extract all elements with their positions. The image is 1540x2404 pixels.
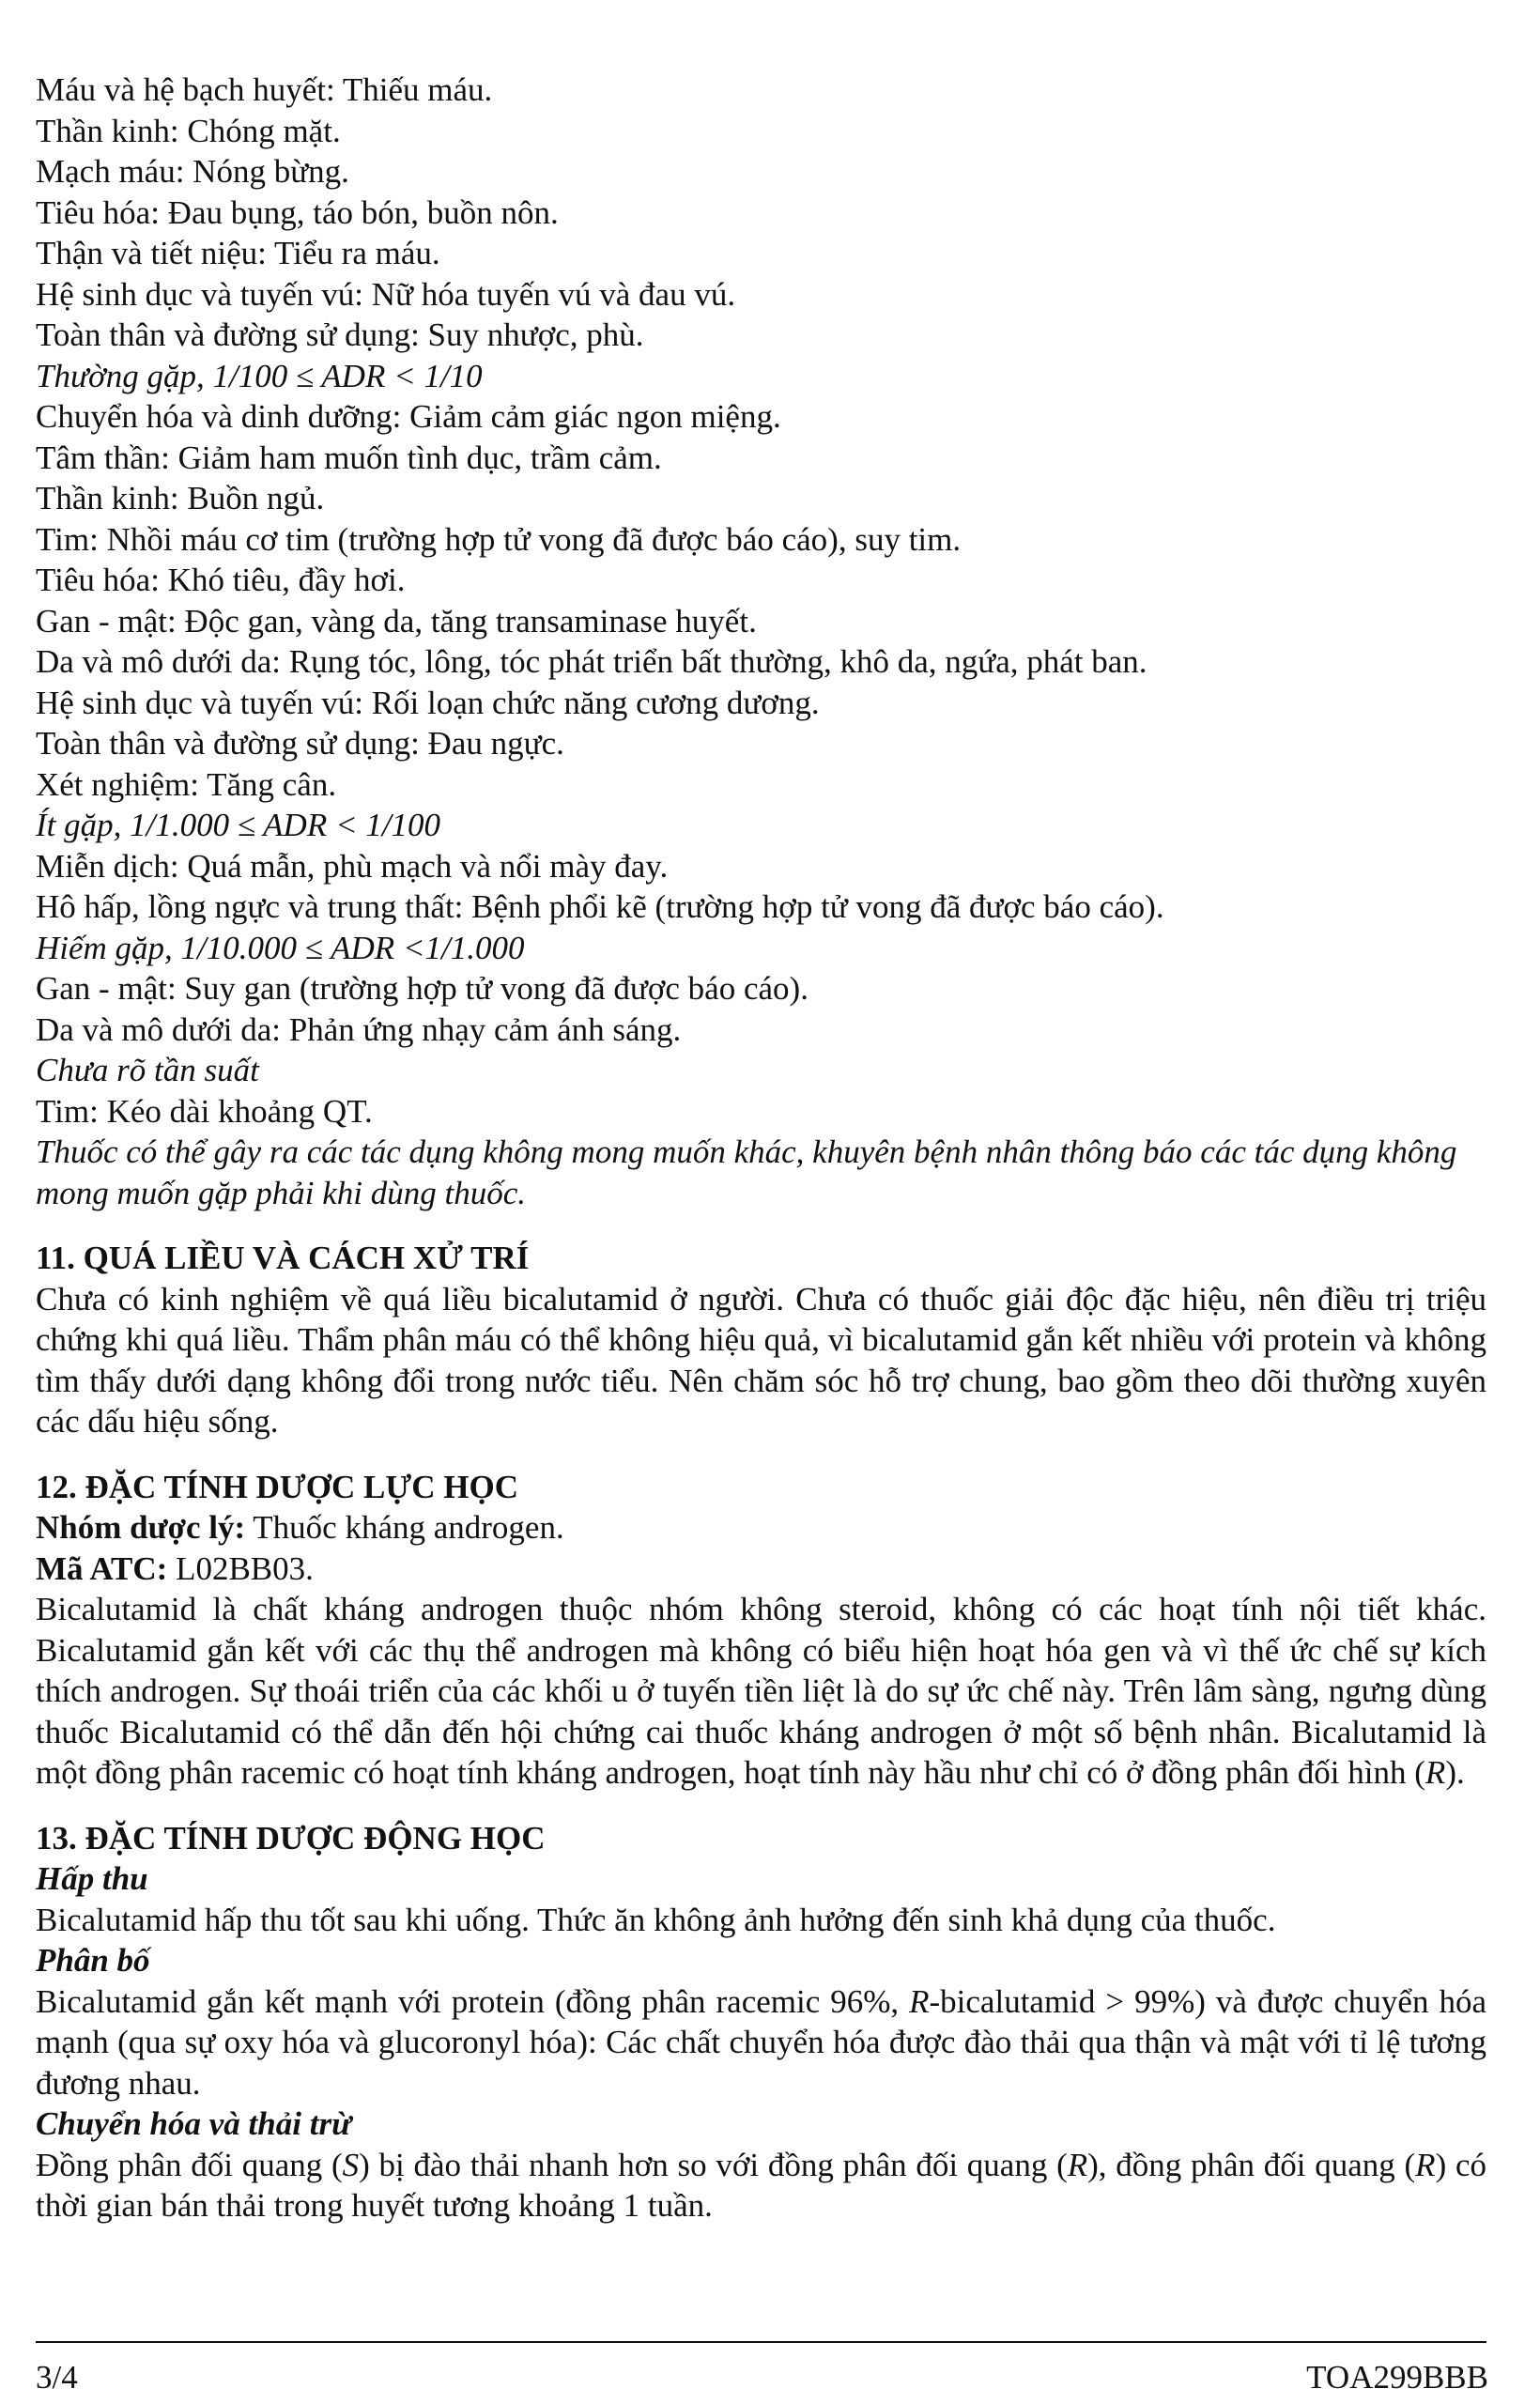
- atc-code-value: L02BB03.: [167, 1549, 314, 1587]
- adr-line: Tiêu hóa: Đau bụng, táo bón, buồn nôn.: [36, 193, 559, 231]
- adr-frequency-common: Thường gặp, 1/100 ≤ ADR < 1/10: [36, 357, 483, 394]
- adr-list: [36, 69, 1486, 1213]
- adr-line: Hệ sinh dục và tuyến vú: Nữ hóa tuyến vú và đau vú.: [36, 275, 736, 313]
- page-number: 3/4: [36, 2359, 78, 2396]
- distribution-r: R: [909, 1982, 930, 2020]
- section-11-heading: 11. QUÁ LIỀU VÀ CÁCH XỬ TRÍ: [36, 1240, 530, 1276]
- section-12-end: ).: [1445, 1754, 1465, 1791]
- metabolism-text-a: Đồng phân đối quang (: [36, 2146, 343, 2183]
- distribution-text-a: Bicalutamid gắn kết mạnh với protein (đồng phân racemic 96%,: [36, 1982, 910, 2020]
- atc-code-label: Mã ATC:: [36, 1549, 168, 1587]
- metabolism-s: S: [342, 2146, 360, 2183]
- adr-notice: Thuốc có thể gây ra các tác dụng không mong muốn khác, khuyên bệnh nhân thông báo các tác dụng không mong muốn gặp phải khi dùng thuốc.: [36, 1133, 1457, 1211]
- adr-line: Toàn thân và đường sử dụng: Suy nhược, phù.: [36, 316, 644, 353]
- adr-line: Hệ sinh dục và tuyến vú: Rối loạn chức năng cương dương.: [36, 684, 820, 721]
- adr-line: Gan - mật: Suy gan (trường hợp tử vong đã được báo cáo).: [36, 970, 808, 1007]
- metabolism-r2: R: [1415, 2146, 1436, 2183]
- pharmacological-group: [36, 1507, 1486, 1549]
- adr-line: Chuyển hóa và dinh dưỡng: Giảm cảm giác ngon miệng.: [36, 398, 781, 435]
- pharmacological-group-label: Nhóm dược lý:: [36, 1509, 246, 1546]
- pharmacological-group-value: Thuốc kháng androgen.: [245, 1509, 564, 1546]
- section-12-r: R: [1424, 1754, 1446, 1791]
- adr-frequency-rare: Hiếm gặp, 1/10.000 ≤ ADR <1/1.000: [36, 929, 525, 966]
- metabolism-r1: R: [1067, 2146, 1088, 2183]
- atc-code: [36, 1549, 1486, 1590]
- document-code: TOA299BBB: [1306, 2359, 1488, 2396]
- metabolism-text-c: ), đồng phân đối quang (: [1087, 2146, 1416, 2183]
- metabolism-text-d: ) có thời gian bán thải trong huyết tương khoảng 1 tuần.: [36, 2146, 1486, 2224]
- adr-line: Da và mô dưới da: Phản ứng nhạy cảm ánh sáng.: [36, 1010, 682, 1048]
- adr-line: Xét nghiệm: Tăng cân.: [36, 765, 337, 803]
- metabolism-text-b: ) bị đào thải nhanh hơn so với đồng phân đối quang (: [359, 2146, 1068, 2183]
- distribution-heading: Phân bố: [36, 1942, 150, 1979]
- adr-line: Tiêu hóa: Khó tiêu, đầy hơi.: [36, 562, 406, 598]
- adr-line: Máu và hệ bạch huyết: Thiếu máu.: [36, 71, 493, 108]
- adr-line: Tâm thần: Giảm ham muốn tình dục, trầm cảm.: [36, 439, 662, 476]
- document-page: [36, 69, 1486, 2227]
- section-12-body: [36, 1589, 1486, 1794]
- section-11-body: Chưa có kinh nghiệm về quá liều bicalutamid ở người. Chưa có thuốc giải độc đặc hiệu, nên điều trị triệu chứng khi quá liều. Thẩm phân máu có thể không hiệu quả, vì bicalutamid gắn kết nhiều với protein và không tìm thấy dưới dạng không đổi trong nước tiểu. Nên chăm sóc hỗ trợ chung, bao gồm theo dõi thường xuyên các dấu hiệu sống.: [36, 1280, 1486, 1440]
- adr-line: Gan - mật: Độc gan, vàng da, tăng transaminase huyết.: [36, 602, 757, 640]
- section-12-heading: 12. ĐẶC TÍNH DƯỢC LỰC HỌC: [36, 1468, 518, 1505]
- section-13-heading: 13. ĐẶC TÍNH DƯỢC ĐỘNG HỌC: [36, 1819, 546, 1857]
- adr-line: Thần kinh: Buồn ngủ.: [36, 480, 325, 516]
- adr-line: Mạch máu: Nóng bừng.: [36, 153, 349, 190]
- adr-line: Thần kinh: Chóng mặt.: [36, 112, 341, 149]
- footer-rule: [36, 2341, 1486, 2343]
- adr-line: Da và mô dưới da: Rụng tóc, lông, tóc phát triển bất thường, khô da, ngứa, phát ban.: [36, 643, 1147, 680]
- section-12-text: Bicalutamid là chất kháng androgen thuộc nhóm không steroid, không có các hoạt tính nội tiết khác. Bicalutamid gắn kết với các thụ thể androgen mà không có biểu hiện hoạt hóa gen và vì thế ức chế sự kích thích androgen. Sự thoái triển của các khối u ở tuyến tiền liệt là do sự ức chế này. Trên lâm sàng, ngưng dùng thuốc Bicalutamid có thể dẫn đến hội chứng cai thuốc kháng androgen ở một số bệnh nhân. Bicalutamid là một đồng phân racemic có hoạt tính kháng androgen, hoạt tính này hầu như chỉ có ở đồng phân đối hình (: [36, 1591, 1486, 1791]
- distribution-text-b: -bicalutamid > 99%) và được chuyển hóa mạnh (qua sự oxy hóa và glucoronyl hóa): Các chất chuyển hóa được đào thải qua thận và mật với tỉ lệ tương đương nhau.: [36, 1982, 1486, 2102]
- metabolism-body: [36, 2145, 1486, 2227]
- adr-line: Thận và tiết niệu: Tiểu ra máu.: [36, 235, 440, 271]
- adr-line: Tim: Kéo dài khoảng QT.: [36, 1092, 373, 1130]
- absorption-heading: Hấp thu: [36, 1860, 148, 1897]
- adr-line: Hô hấp, lồng ngực và trung thất: Bệnh phổi kẽ (trường hợp tử vong đã được báo cáo).: [36, 888, 1164, 925]
- adr-frequency-unknown: Chưa rõ tần suất: [36, 1052, 259, 1088]
- adr-line: Tim: Nhồi máu cơ tim (trường hợp tử vong đã được báo cáo), suy tim.: [36, 520, 962, 558]
- metabolism-heading: Chuyển hóa và thải trừ: [36, 2105, 352, 2142]
- absorption-body: Bicalutamid hấp thu tốt sau khi uống. Thức ăn không ảnh hưởng đến sinh khả dụng của thuốc.: [36, 1901, 1276, 1938]
- distribution-body: [36, 1981, 1486, 2104]
- adr-frequency-uncommon: Ít gặp, 1/1.000 ≤ ADR < 1/100: [36, 807, 441, 843]
- adr-line: Toàn thân và đường sử dụng: Đau ngực.: [36, 725, 564, 762]
- adr-line: Miễn dịch: Quá mẫn, phù mạch và nổi mày đay.: [36, 847, 669, 885]
